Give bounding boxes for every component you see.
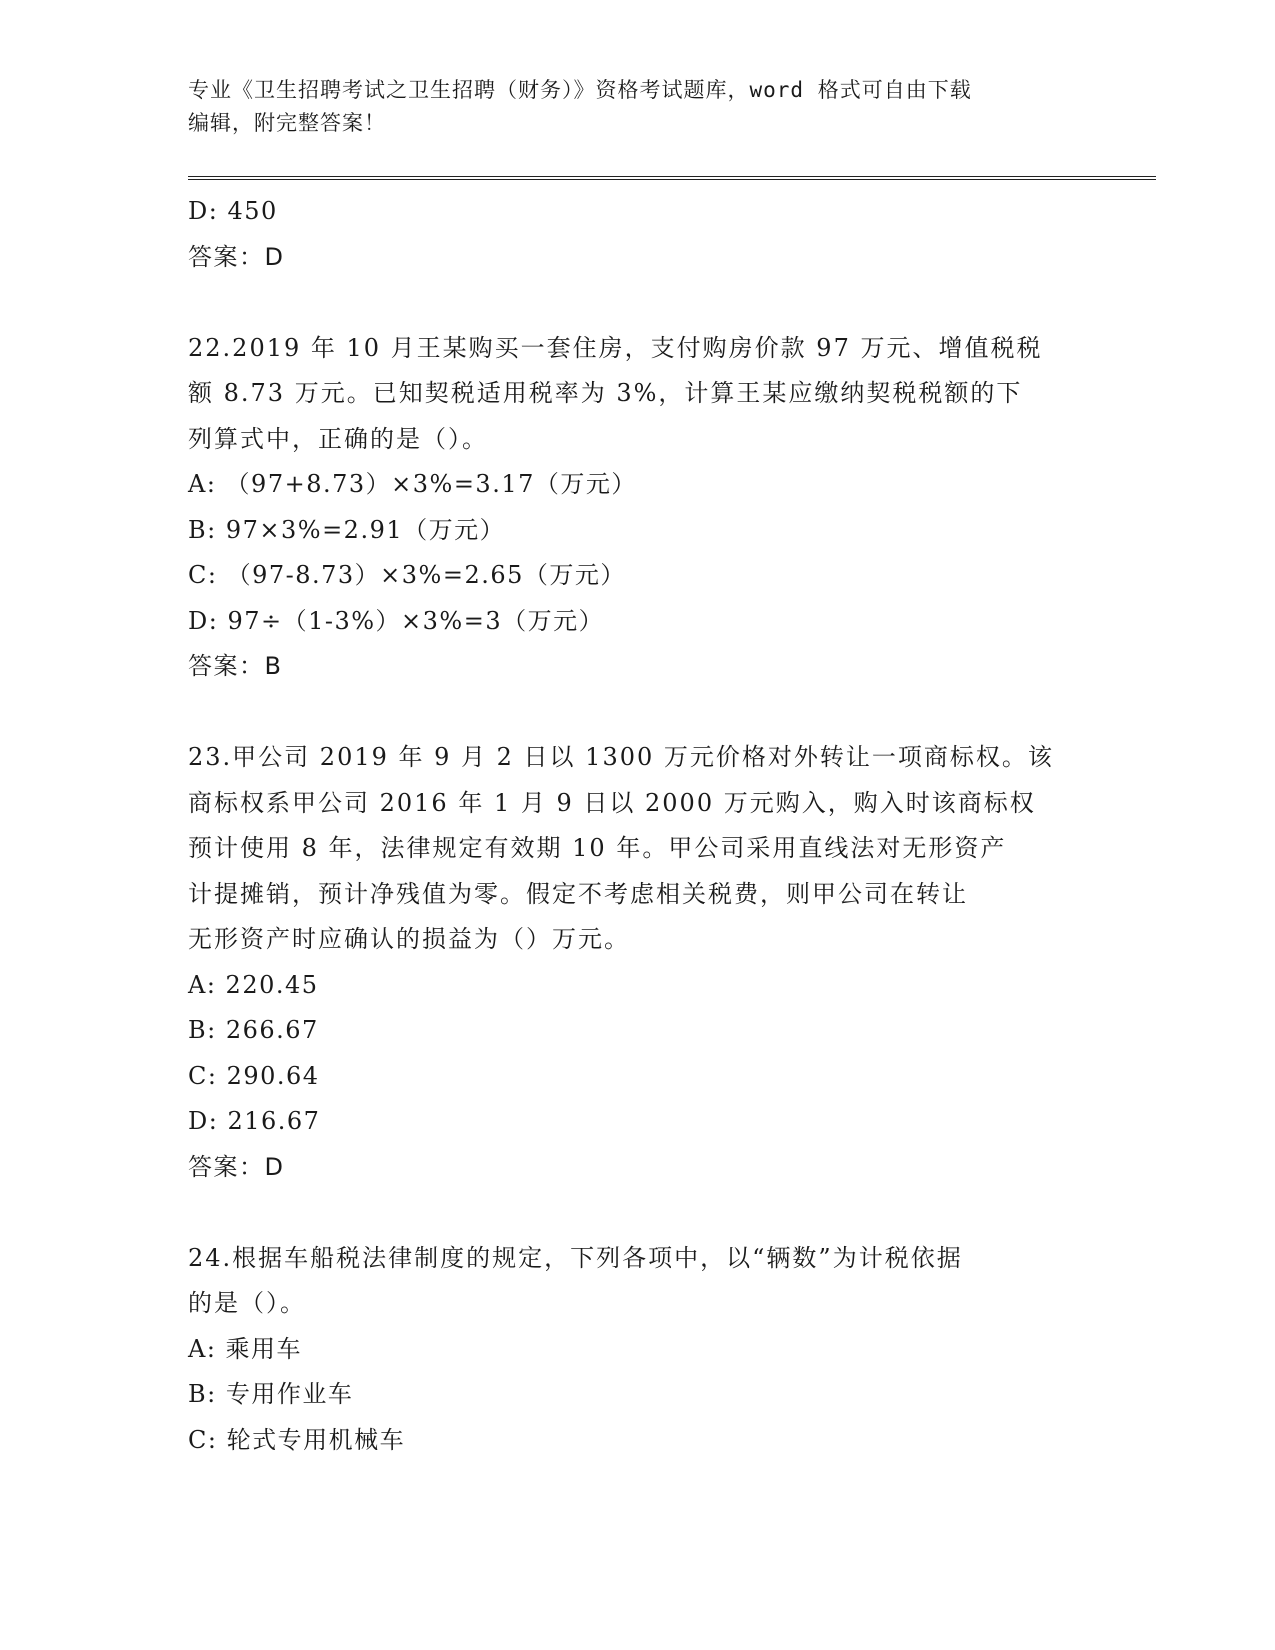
answer: 答案：B xyxy=(188,652,283,680)
question-23-stem xyxy=(188,735,1088,963)
question-line: 列算式中，正确的是（）。 xyxy=(188,424,488,453)
option-a: A: （97+8.73）×3%=3.17（万元） xyxy=(188,470,637,498)
option-a: A: 乘用车 xyxy=(188,1334,303,1363)
option-b: B: 97×3%=2.91（万元） xyxy=(188,515,506,544)
spacer xyxy=(188,690,1088,736)
question-line: 24.根据车船税法律制度的规定，下列各项中，以“辆数”为计税依据 xyxy=(188,1243,963,1272)
question-22 xyxy=(188,326,1088,690)
option-b: B: 266.67 xyxy=(188,1016,319,1044)
prev-answer: 答案：D xyxy=(188,242,285,271)
question-line: 额 8.73 万元。已知契税适用税率为 3%，计算王某应缴纳契税税额的下 xyxy=(188,379,1023,407)
document-body xyxy=(188,189,1088,1463)
option-b: B: 专用作业车 xyxy=(188,1380,354,1408)
option-c: C: 290.64 xyxy=(188,1061,320,1090)
header-divider xyxy=(188,176,1156,180)
spacer xyxy=(188,280,1088,326)
question-line: 22.2019 年 10 月王某购买一套住房，支付购房价款 97 万元、增值税税 xyxy=(188,333,1043,362)
question-24 xyxy=(188,1236,1088,1464)
spacer xyxy=(188,1190,1088,1236)
question-22-stem xyxy=(188,326,1088,463)
option-d: D: 97÷（1-3%）×3%=3（万元） xyxy=(188,606,605,635)
option-a: A: 220.45 xyxy=(188,970,319,999)
document-header xyxy=(188,74,1078,140)
header-line-1: 专业《卫生招聘考试之卫生招聘（财务）》资格考试题库，word 格式可自由下载 xyxy=(188,78,972,102)
question-line: 预计使用 8 年，法律规定有效期 10 年。甲公司采用直线法对无形资产 xyxy=(188,834,1007,862)
question-line: 23.甲公司 2019 年 9 月 2 日以 1300 万元价格对外转让一项商标权。该 xyxy=(188,743,1054,771)
prev-option-d: D: 450 xyxy=(188,197,278,225)
question-line: 无形资产时应确认的损益为（）万元。 xyxy=(188,925,630,953)
header-line-2: 编辑，附完整答案！ xyxy=(188,111,386,135)
answer: 答案：D xyxy=(188,1152,285,1181)
option-d: D: 216.67 xyxy=(188,1107,321,1135)
question-line: 计提摊销，预计净残值为零。假定不考虑相关税费，则甲公司在转让 xyxy=(188,879,968,908)
question-23 xyxy=(188,735,1088,1190)
option-c: C: 轮式专用机械车 xyxy=(188,1425,406,1454)
question-line: 商标权系甲公司 2016 年 1 月 9 日以 2000 万元购入，购入时该商标权 xyxy=(188,788,1036,817)
question-24-stem xyxy=(188,1236,1088,1327)
option-c: C: （97-8.73）×3%=2.65（万元） xyxy=(188,561,626,589)
question-line: 的是（）。 xyxy=(188,1289,306,1317)
